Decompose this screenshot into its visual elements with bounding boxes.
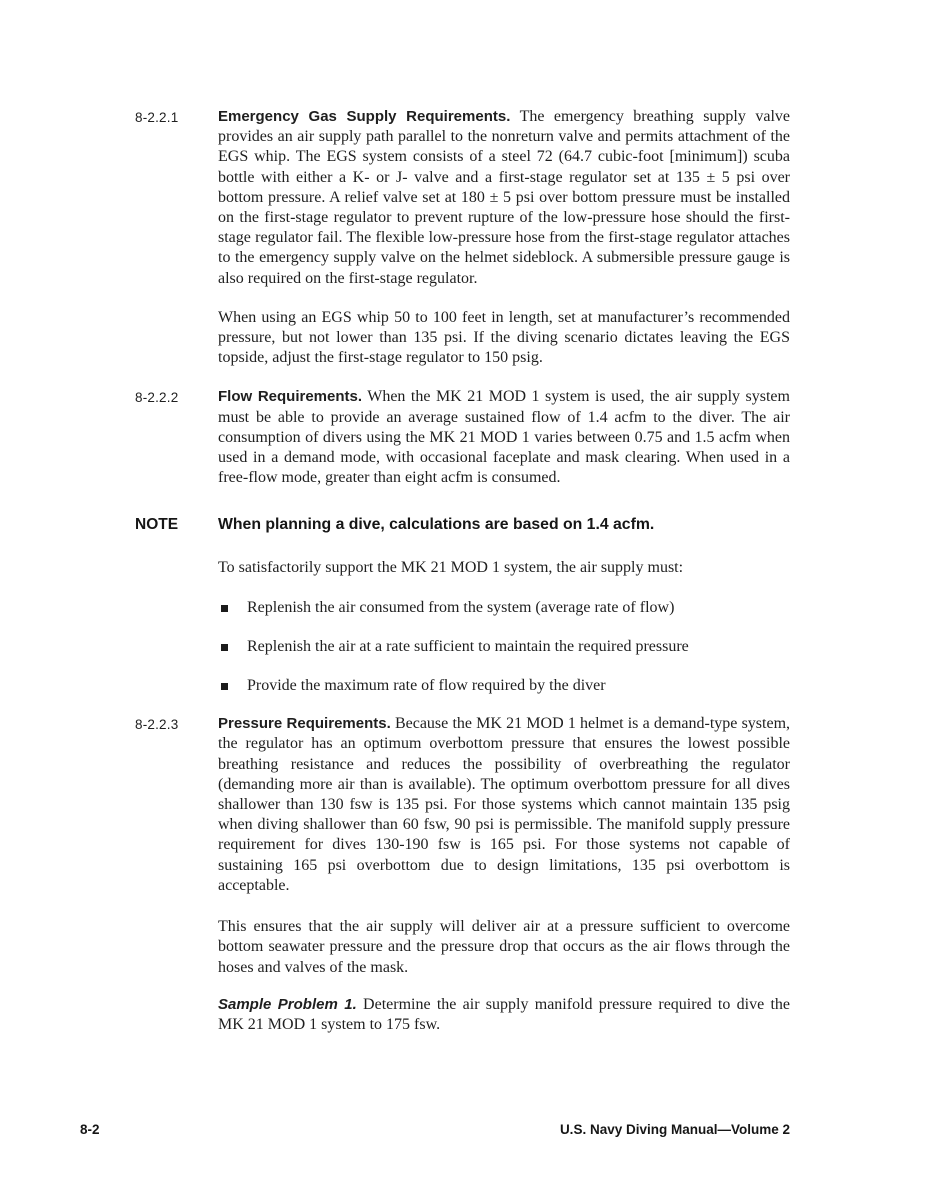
section-heading: Emergency Gas Supply Requirements.	[218, 108, 511, 125]
section-number: 8-2.2.1	[135, 110, 179, 125]
note-text: When planning a dive, calculations are based on 1.4 acfm.	[218, 516, 655, 534]
section-8-2-2-2	[135, 387, 790, 488]
bullet-item	[218, 637, 790, 657]
section-paragraph	[218, 714, 790, 896]
note-label: NOTE	[135, 516, 179, 534]
sample-problem-1	[135, 995, 790, 1035]
section-number: 8-2.2.3	[135, 717, 179, 733]
bullet-square-icon	[221, 644, 228, 651]
bullet-list-block	[135, 598, 790, 715]
sample-problem-text: Determine the air supply manifold pressure required to dive the MK 21 MOD 1 system to 175 fsw.	[218, 995, 791, 1033]
bullet-text: Provide the maximum rate of flow required by the diver	[247, 677, 606, 695]
note-block	[135, 515, 790, 535]
bullet-square-icon	[221, 605, 228, 612]
section-number: 8-2.2.2	[135, 390, 179, 406]
paragraph-pressure-summary	[135, 917, 790, 978]
body-paragraph: When using an EGS whip 50 to 100 feet in length, set at manufacturer’s recommended pressure, but not lower than 135 psi. If the diving scenario dictates leaving the EGS topside, adjust the first-stage regulator to 150 psig.	[218, 308, 790, 367]
bullet-item	[218, 598, 790, 618]
footer-manual-title: U.S. Navy Diving Manual—Volume 2	[559, 1122, 790, 1137]
bullet-text: Replenish the air consumed from the system (average rate of flow)	[247, 598, 675, 616]
section-heading: Pressure Requirements.	[218, 715, 391, 733]
bullet-text: Replenish the air at a rate sufficient to maintain the required pressure	[247, 637, 689, 655]
section-body-text: Because the MK 21 MOD 1 helmet is a demand-type system, the regulator has an optimum overbottom pressure that ensures the lowest possible breathing resistance and reduces the possibility of overbreathing the regulator (demanding more air than is available). The optimum overbottom pressure for all dives shallower than 130 fsw is 135 psi. For those systems which cannot maintain 135 psig when diving shallower than 60 fsw, 90 psi is permissible. The manifold supply pressure requirement for dives 130-190 fsw is 165 psi. For those systems not capable of sustaining 165 psi overbottom due to design limitations, 135 psi overbottom is acceptable.	[218, 715, 791, 894]
sample-problem-heading: Sample Problem 1.	[218, 995, 357, 1013]
paragraph-egs-whip	[135, 308, 790, 369]
page-footer	[80, 1122, 790, 1137]
bullet-square-icon	[221, 683, 228, 690]
section-paragraph	[218, 387, 790, 488]
sample-problem-paragraph	[218, 995, 790, 1035]
section-body-text: When the MK 21 MOD 1 system is used, the air supply system must be able to provide an average sustained flow of 1.4 acfm to the diver. The air consumption of divers using the MK 21 MOD 1 varies between 0.75 and 1.5 acfm when used in a demand mode, with occasional faceplate and mask clearing. When used in a free-flow mode, greater than eight acfm is consumed.	[218, 388, 790, 487]
body-paragraph: This ensures that the air supply will deliver air at a pressure sufficient to overcome bottom seawater pressure and the pressure drop that occurs as the air flows through the hoses and valves of the mask.	[218, 918, 790, 976]
bullet-list	[218, 598, 790, 697]
paragraph-air-supply-intro	[135, 558, 790, 578]
section-8-2-2-1	[135, 107, 790, 289]
page-content	[135, 107, 790, 1035]
section-8-2-2-3	[135, 714, 790, 896]
bullet-item	[218, 676, 790, 696]
section-body-text: The emergency breathing supply valve provides an air supply path parallel to the nonreturn valve and permits attachment of the EGS whip. The EGS system consists of a steel 72 (64.7 cubic-foot [minimum]) scuba bottle with either a K- or J- valve and a first-stage regulator set at 135 ± 5 psi over bottom pressure. A relief valve set at 180 ± 5 psi over bottom pressure must be installed on the first-stage regulator to prevent rupture of the low-pressure hose should the first-stage regulator fail. The flexible low-pressure hose from the first-stage regulator attaches to the emergency supply valve on the helmet sideblock. A submersible pressure gauge is also required on the first-stage regulator.	[218, 108, 790, 287]
section-paragraph	[218, 107, 790, 289]
section-heading: Flow Requirements.	[218, 388, 363, 406]
body-paragraph: To satisfactorily support the MK 21 MOD 1 system, the air supply must:	[218, 559, 684, 577]
footer-page-number: 8-2	[80, 1122, 100, 1137]
